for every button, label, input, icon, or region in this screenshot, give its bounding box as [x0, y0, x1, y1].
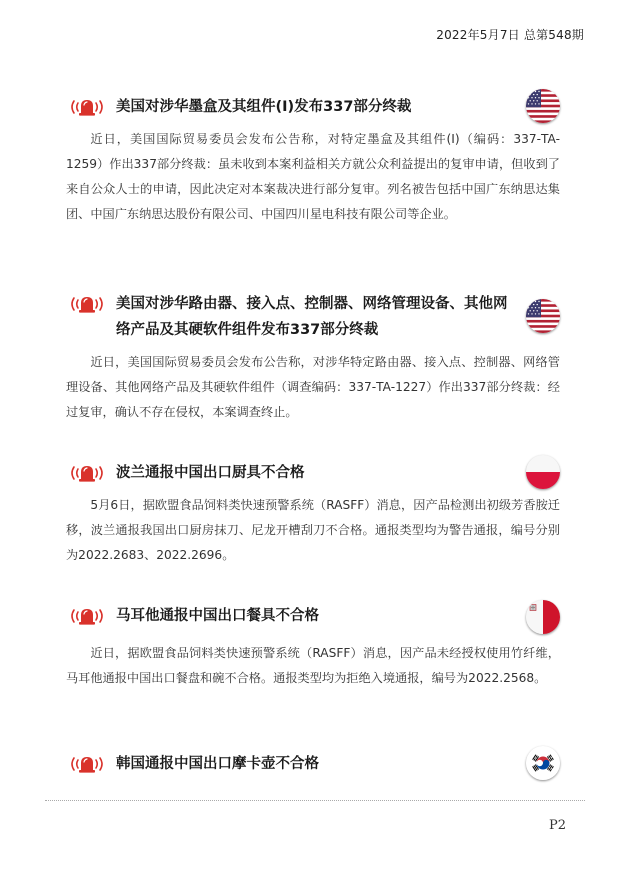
article-title: 美国对涉华路由器、接入点、控制器、网络管理设备、其他网络产品及其硬软件组件发布337部分终裁: [116, 296, 508, 338]
article-body: 近日，据欧盟食品饲料类快速预警系统（RASFF）消息，因产品未经授权使用竹纤维，马耳他通报中国出口餐盘和碗不合格。通报类型均为拒绝入境通报，编号为2022.2568。: [66, 646, 560, 685]
page-number: P2: [548, 818, 566, 833]
article-title: 波兰通报中国出口厨具不合格: [116, 465, 305, 481]
alarm-icon: [68, 754, 106, 774]
alarm-icon: [68, 463, 106, 483]
poland-flag-icon: [526, 455, 560, 489]
malta-flag-icon: [526, 600, 560, 634]
article-title: 韩国通报中国出口摩卡壶不合格: [116, 756, 319, 772]
article-body: 5月6日，据欧盟食品饲料类快速预警系统（RASFF）消息，因产品检测出初级芳香胺迁移，波兰通报我国出口厨房抹刀、尼龙开槽刮刀不合格。通报类型均为警告通报，编号分别为2022.2683、2022.2696。: [66, 498, 560, 562]
article-body: 近日，美国国际贸易委员会发布公告称，对特定墨盒及其组件(I)（编码：337-TA-1259）作出337部分终裁：虽未收到本案利益相关方就公众利益提出的复审申请，但收到了来自公众人士的申请，因此决定对本案裁决进行部分复审。列名被告包括中国广东纳思达集团、中国广东纳思达股份有限公司、中国四川星电科技有限公司等企业。: [66, 132, 560, 221]
korea-flag-icon: [526, 746, 560, 780]
alarm-icon: [68, 606, 106, 626]
alarm-icon: [68, 97, 106, 117]
issue-date-line: 2022年5月7日 总第548期: [436, 28, 584, 42]
article-body: 近日，美国国际贸易委员会发布公告称，对涉华特定路由器、接入点、控制器、网络管理设备、其他网络产品及其硬软件组件（调查编码：337-TA-1227）作出337部分终裁：经过复审，确认不存在侵权，本案调查终止。: [66, 355, 560, 419]
us-flag-icon: [526, 89, 560, 123]
us-flag-icon: [526, 299, 560, 333]
article-title: 马耳他通报中国出口餐具不合格: [116, 608, 319, 624]
article-title: 美国对涉华墨盒及其组件(I)发布337部分终裁: [116, 99, 412, 115]
footer-divider: [45, 800, 585, 801]
alarm-icon: [68, 294, 106, 314]
